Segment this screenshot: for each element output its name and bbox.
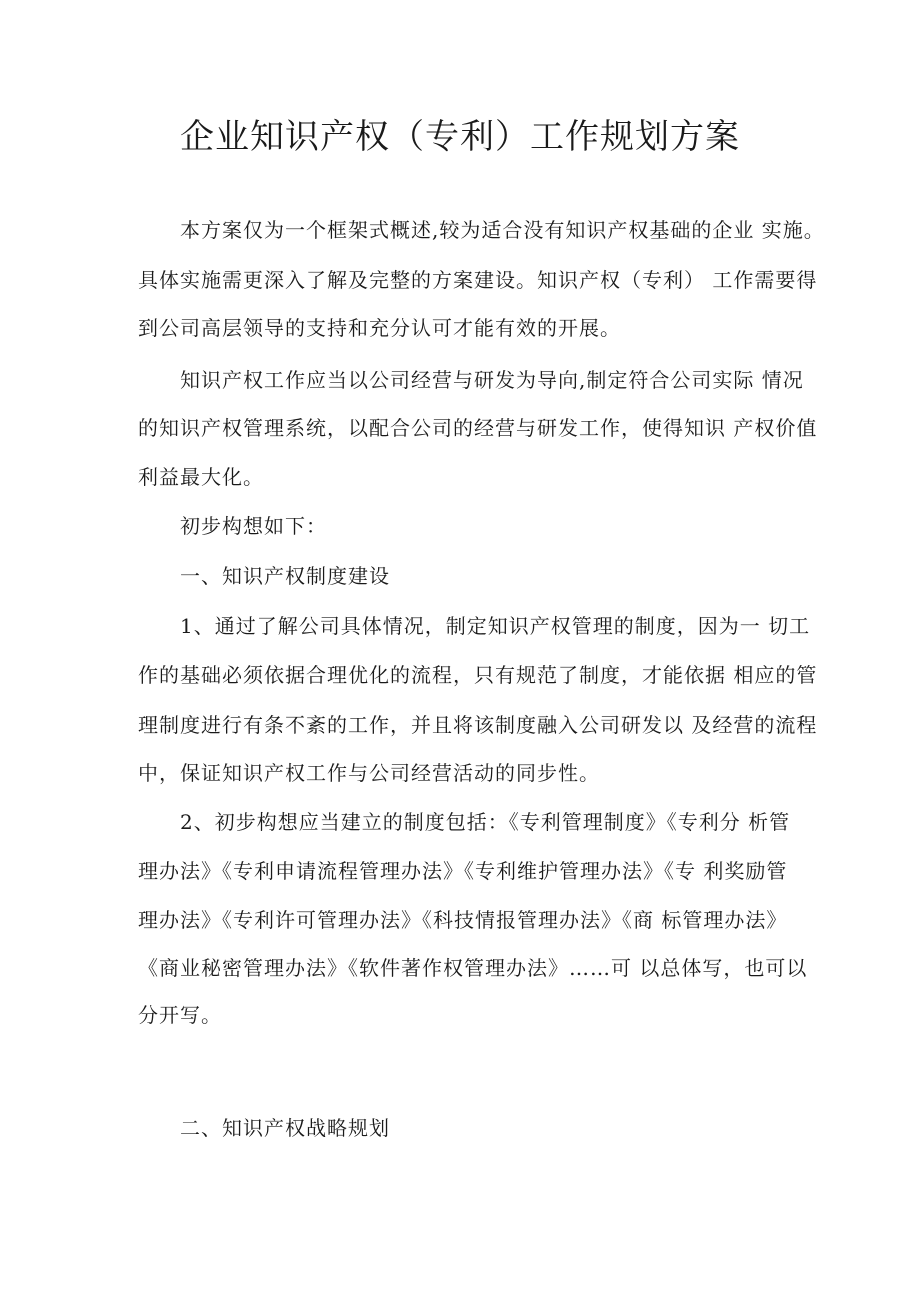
- section-heading: 一、知识产权制度建设: [180, 564, 390, 588]
- paragraph-line: 利益最大化。: [138, 465, 264, 489]
- paragraph-line: 1、通过了解公司具体情况，制定知识产权管理的制度，因为一 切工: [180, 614, 811, 638]
- paragraph-line: 具体实施需更深入了解及完整的方案建设。知识产权（专利） 工作需要得: [138, 268, 818, 292]
- paragraph-line: 知识产权工作应当以公司经营与研发为导向,制定符合公司实际 情况: [180, 368, 804, 392]
- paragraph-line: 2、初步构想应当建立的制度包括：《专利管理制度》《专利分 析管: [180, 810, 791, 834]
- paragraph-line: 的知识产权管理系统，以配合公司的经营与研发工作，使得知识 产权价值: [138, 416, 818, 440]
- paragraph-line: 本方案仅为一个框架式概述,较为适合没有知识产权基础的企业 实施。: [180, 218, 825, 242]
- paragraph-line: 分开写。: [138, 1003, 222, 1027]
- paragraph-line: 《商业秘密管理办法》《软件著作权管理办法》……可 以总体写，也可以: [138, 956, 808, 980]
- paragraph-line: 中，保证知识产权工作与公司经营活动的同步性。: [138, 761, 600, 785]
- paragraph-line: 初步构想如下：: [180, 514, 327, 538]
- paragraph-line: 到公司高层领导的支持和充分认可才能有效的开展。: [138, 316, 621, 340]
- document-title: 企业知识产权（专利）工作规划方案: [180, 117, 740, 157]
- section-heading: 二、知识产权战略规划: [180, 1116, 390, 1140]
- paragraph-line: 理办法》《专利许可管理办法》《科技情报管理办法》《商 标管理办法》: [138, 908, 788, 932]
- paragraph-line: 作的基础必须依据合理优化的流程，只有规范了制度，才能依据 相应的管: [138, 663, 818, 687]
- paragraph-line: 理制度进行有条不紊的工作，并且将该制度融入公司研发以 及经营的流程: [138, 713, 818, 737]
- paragraph-line: 理办法》《专利申请流程管理办法》《专利维护管理办法》《专 利奖励管: [138, 859, 788, 883]
